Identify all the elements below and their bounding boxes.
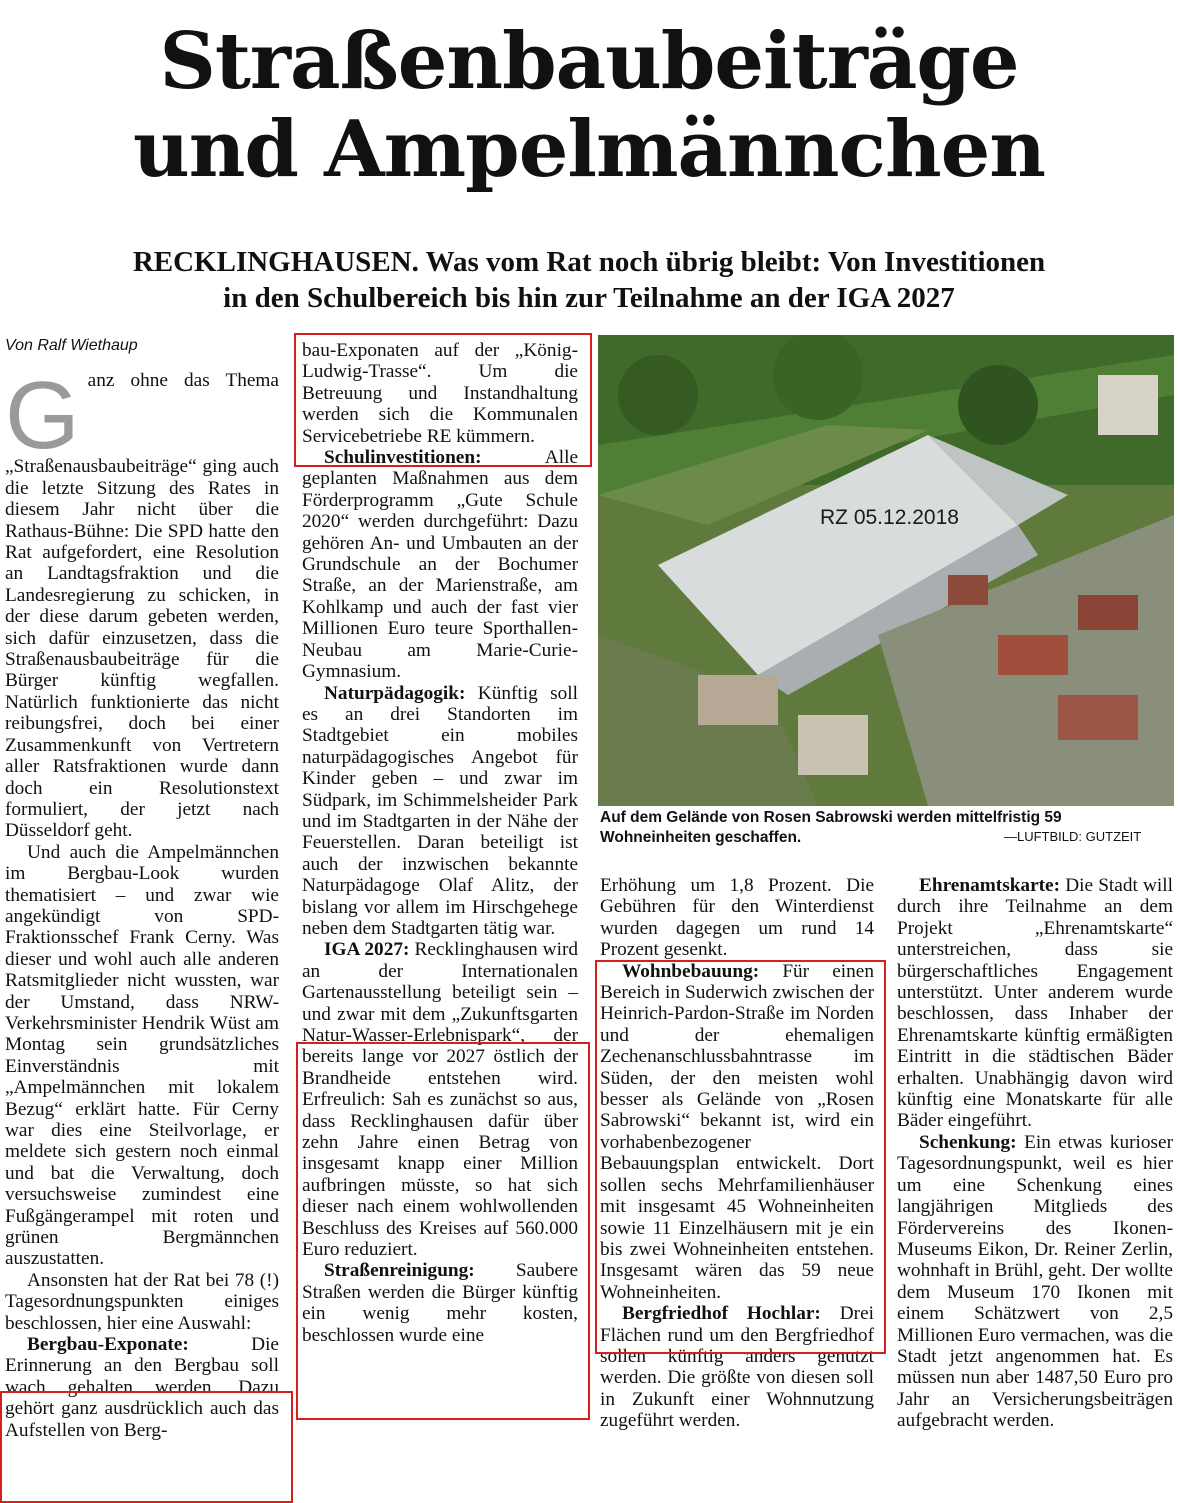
article-column-4 [897, 875, 1173, 1432]
section-text-natur: Künftig soll es an drei Standorten im Stadtgebiet ein mobiles naturpädagogisches Angebot für Kinder geben – und zwar im Südpark, im Schimmelsheider Park und im Stadtgarten in der Nähe der Feuerstellen. Daran beteiligt ist auch der inzwischen bekannte Naturpädagoge Olaf Alitz, der bislang vor allem im Hirschgehege neben dem Stadtgarten tätig war. [302, 682, 578, 939]
paragraph-schenkung [897, 1132, 1173, 1432]
date-stamp: RZ 05.12.2018 [820, 506, 959, 529]
section-heading-iga: IGA 2027: [324, 939, 410, 961]
section-heading-bergfriedhof: Bergfriedhof Hochlar: [622, 1303, 821, 1325]
paragraph-intro-text: anz ohne das Thema „Straßenausbaubeiträge“ ging auch die letzte Sitzung des Rates in diesem Jahr nicht über die Rathaus-Bühne: Die SPD hatte den Rat aufgefordert, eine Resolution an Landtagsfraktion und die Landesregierung zu schicken, in der diese darum gebeten werden, sich dafür einzusetzen, dass die Straßenausbaubeiträge für die Bürger künftig wegfallen. Natürlich funktionierte das nicht reibungsfrei, doch bei einer Zusammenkunft von Vertretern aller Ratsfraktionen wurde dann doch ein Resolutionstext formuliert, der jetzt nach Düsseldorf geht. [5, 370, 279, 842]
section-heading-ehrenamt: Ehrenamtskarte: [919, 875, 1061, 896]
section-text-bergbau: Die Erinnerung an den Bergbau soll wach gehalten werden. Dazu gehört ganz ausdrücklich auch das Aufstellen von Berg- [5, 1334, 279, 1441]
section-text-ehrenamt: Die Stadt will durch ihre Teilnahme an dem Projekt „Ehrenamtskarte“ unterstreichen, dass sie bürgerschaftliches Engagement unterstützt. Unter anderem wurde beschlossen, dass Inhaber der Ehrenamtskarte künftig ermäßigten Eintritt in die städtischen Bäder erhalten. Unabhängig davon wird künftig eine Monatskarte für alle Bäder eingeführt. [897, 875, 1173, 1132]
drop-cap: G [5, 362, 80, 470]
paragraph-ampelmaennchen: Und auch die Ampelmännchen im Bergbau-Look wurden thematisiert – und zwar wie angekündigt von SPD-Fraktionsschef Frank Cerny. Was dieser und wohl auch alle anderen Ratsmitglieder nicht wussten, war der Umstand, dass NRW-Verkehrsminister Hendrik Wüst am Montag sein grundsätzliches Einverständnis mit „Ampelmännchen mit lokalem Bezug“ erklärt hatte. Für Cerny war dies eine Steilvorlage, er meldete sich gestern noch einmal und bat die Verwaltung, doch versuchsweise zumindest eine Fußgängerampel mit roten und grünen Bergmännchen auszustatten. [5, 841, 279, 1270]
paragraph-auswahl: Ansonsten hat der Rat bei 78 (!) Tagesordnungspunkten einiges beschlossen, hier eine Auswahl: [5, 1269, 279, 1334]
section-heading-natur: Naturpädagogik: [324, 682, 466, 704]
section-text-schenkung: Ein etwas kurioser Tagesordnungspunkt, weil es hier um eine Schenkung eines langjährigen Mitglieds des Fördervereins des Ikonen-Museums Eikon, Dr. Reiner Zerlin, wohnhaft in Brühl, geht. Der wollte dem Museum 170 Ikonen mit einem Schätzwert von 2,5 Millionen Euro vermachen, was die Stadt jetzt angenommen hat. Es müssen nun aber 1487,50 Euro pro Jahr an Versicherungsbeiträgen aufgebracht werden. [897, 1131, 1173, 1432]
headline-line-2: und Ampelmännchen [133, 104, 1045, 195]
highlight-box-wohnbebauung [595, 960, 886, 1354]
section-heading-schule: Schulinvestitionen: [324, 447, 482, 469]
paragraph-ehrenamtskarte [897, 875, 1173, 1132]
section-text-iga: Recklinghausen wird an der Internationalen Gartenausstellung beteiligt sein – und zwar mit dem „Zukunftsgarten Natur-Wasser-Erlebnispark“, der bereits lange vor 2027 östlich der Brandheide entstehen wird. Erfreulich: Sah es zunächst so aus, dass Recklinghausen dafür über zehn Jahre einen Betrag von insgesamt knapp einer Million aufbringen müsste, so hat sich dieser nach einem wohlwollenden Beschluss des Kreises auf 560.000 Euro reduziert. [302, 939, 579, 1261]
section-heading-reinigung: Straßenreinigung: [324, 1260, 475, 1282]
section-text-schule: Alle geplanten Maßnahmen aus dem Förderprogramm „Gute Schule 2020“ werden durchgeführt: Dazu gehören An- und Umbauten an der Grundschule an der Bochumer Straße, an der Marienstraße, am Kohlkamp und auch der fast vier Millionen Euro teure Sporthallen-Neubau am Marie-Curie-Gymnasium. [302, 447, 578, 683]
headline-line-1: Straßenbaubeiträge [159, 16, 1019, 107]
byline: Von Ralf Wiethaup [5, 337, 138, 354]
paragraph-naturpaedagogik [302, 683, 578, 940]
headline [0, 18, 1178, 194]
photo-caption: Auf dem Gelände von Rosen Sabrowski werden mittelfristig 59 Wohneinheiten geschaffen. [600, 809, 1062, 846]
subheadline-line-2: in den Schulbereich bis hin zur Teilnahme an der IGA 2027 [223, 282, 955, 314]
section-text-bergfriedhof: Drei Flächen rund um den Bergfriedhof sollen künftig anders genutzt werden. Die größte von diesen soll in Zukunft einer Wohnnutzung zugeführt werden. [600, 1303, 874, 1432]
highlight-box-bergbau-col1 [0, 1391, 293, 1503]
photo-credit: —LUFTBILD: GUTZEIT [1004, 829, 1142, 844]
section-text-wohnbebauung: Für einen Bereich in Suderwich zwischen der Heinrich-Pardon-Straße im Norden und der ehemaligen Zechenanschlussbahntrasse im Süden, der den meisten wohl besser als Gelände von „Rosen Sabrowski“ bekannt ist, wird ein vorhabenbezogener Bebauungsplan entwickelt. Dort sollen sechs Mehrfamilienhäuser mit insgesamt 45 Wohneinheiten sowie 11 Einzelhäusern mit je ein bis zwei Wohneinheiten entstehen. Insgesamt wären das 59 neue Wohneinheiten. [600, 960, 874, 1303]
section-heading-schenkung: Schenkung: [919, 1131, 1017, 1153]
paragraph-intro [5, 362, 279, 842]
paragraph-bergbau-cont: bau-Exponaten auf der „König-Ludwig-Trasse“. Um die Betreuung und Instandhaltung werden sich die Kommunalen Servicebetriebe RE kümmern. [302, 340, 578, 447]
paragraph-schulinvestitionen [302, 447, 578, 682]
section-heading-wohnbebauung: Wohnbebauung: [622, 960, 760, 982]
subheadline [0, 244, 1178, 316]
highlight-box-iga [296, 1042, 590, 1420]
section-text-reinigung: Saubere Straßen werden die Bürger künftig ein wenig mehr kosten, beschlossen wurde eine [302, 1260, 578, 1346]
aerial-photo-image [598, 335, 1174, 806]
paragraph-reinigung-cont: Erhöhung um 1,8 Prozent. Die Gebühren für den Winterdienst wurden dagegen um rund 14 Prozent gesenkt. [600, 875, 874, 961]
article-column-1 [5, 335, 279, 1441]
highlight-box-bergbau-exponate [294, 333, 592, 467]
section-heading-bergbau: Bergbau-Exponate: [27, 1334, 189, 1356]
subheadline-line-1: RECKLINGHAUSEN. Was vom Rat noch übrig bleibt: Von Investitionen [132, 246, 1046, 278]
aerial-photo [598, 335, 1174, 806]
